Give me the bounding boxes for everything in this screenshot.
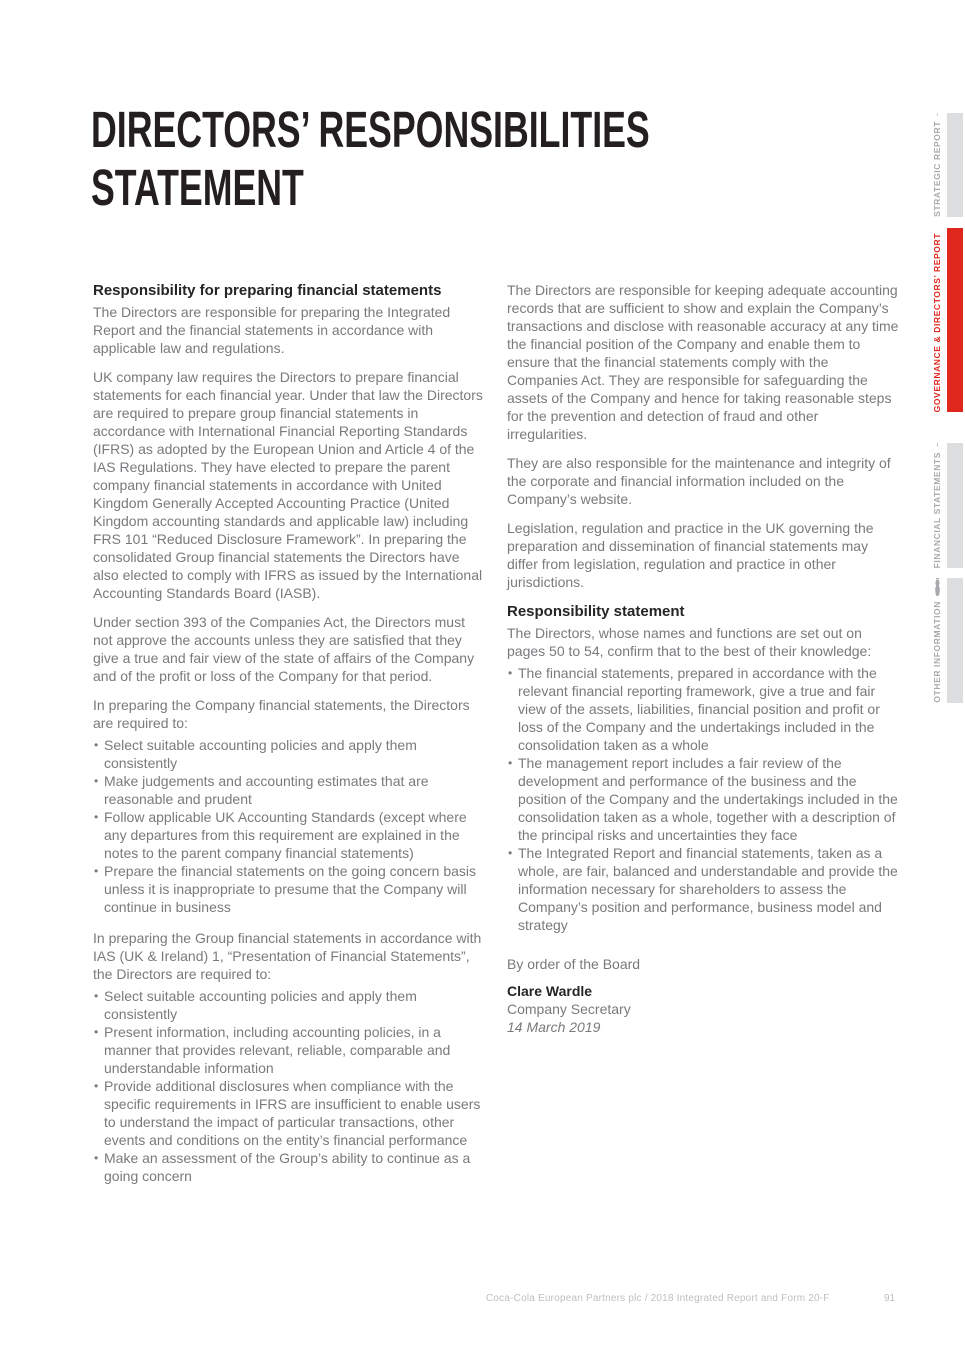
- paragraph: They are also responsible for the maintenance and integrity of the corporate and financial information included on the Company’s website.: [507, 455, 891, 507]
- left-column: [93, 281, 485, 1198]
- tab-label: GOVERNANCE & DIRECTORS’ REPORT: [932, 233, 942, 413]
- list-item: • Prepare the financial statements on the going concern basis unless it is inappropriate to presume that the Company will continue in business: [93, 862, 485, 916]
- bottle-icon: [933, 578, 942, 596]
- tab-bar: [947, 113, 963, 217]
- list-item: • Follow applicable UK Accounting Standards (except where any departures from this requirement are explained in the notes to the parent company financial statements): [93, 808, 485, 862]
- page-title: [91, 101, 889, 217]
- paragraph: UK company law requires the Directors to prepare financial statements for each financial year. Under that law the Directors are required to prepare group financial statements in accordance with International Financial Reporting Standards (IFRS) as adopted by the European Union and Article 4 of the IAS Regulations. They have elected to prepare the parent company financial statements in accordance with United Kingdom Generally Accepted Accounting Practice (United Kingdom accounting standards and applicable law) including FRS 101 “Reduced Disclosure Framework”. In preparing the consolidated Group financial statements the Directors have also elected to comply with IFRS as issued by the International Accounting Standards Board (IASB).: [93, 369, 483, 601]
- paragraph: Legislation, regulation and practice in the UK governing the preparation and dissemination of financial statements may differ from legislation, regulation and practice in other jurisdictions.: [507, 520, 874, 590]
- paragraph: The Directors, whose names and functions are set out on pages 50 to 54, confirm that to the best of their knowledge:: [507, 625, 872, 659]
- list-item: • Provide additional disclosures when compliance with the specific requirements in IFRS are insufficient to enable users to understand the impact of particular transactions, other events and conditions on the entity’s financial performance: [93, 1077, 485, 1149]
- list-item: • Present information, including accounting policies, in a manner that provides relevant, reliable, comparable and understandable information: [93, 1023, 485, 1077]
- bullet-list-company-statements: [93, 736, 485, 916]
- page-title-line1: DIRECTORS’ RESPONSIBILITIES: [91, 101, 650, 158]
- list-item: • Make judgements and accounting estimates that are reasonable and prudent: [93, 772, 485, 808]
- paragraph: In preparing the Group financial statements in accordance with IAS (UK & Ireland) 1, “Presentation of Financial Statements”, the Directors are required to:: [93, 930, 482, 982]
- tab-other-information[interactable]: [919, 578, 963, 703]
- signatory-title: Company Secretary: [507, 1001, 631, 1017]
- tab-bar: [947, 228, 963, 412]
- tab-label: OTHER INFORMATION: [932, 601, 942, 703]
- list-item: • Make an assessment of the Group’s ability to continue as a going concern: [93, 1149, 485, 1185]
- signatory-name: Clare Wardle: [507, 983, 593, 999]
- section-tab-sidebar: [917, 0, 965, 1365]
- tab-label: STRATEGIC REPORT: [932, 121, 942, 217]
- bottle-icon: [933, 113, 942, 116]
- list-item: • The management report includes a fair review of the development and performance of the business and the position of the Company and the undertakings included in the consolidation taken as a whole, together with a description of the principal risks and uncertainties they face: [507, 754, 899, 844]
- page-title-line2: STATEMENT: [91, 159, 304, 216]
- tab-financial-statements[interactable]: [919, 443, 963, 568]
- list-item: • Select suitable accounting policies and apply them consistently: [93, 987, 485, 1023]
- paragraph: The Directors are responsible for keeping adequate accounting records that are sufficient to show and explain the Company’s transactions and disclose with reasonable accuracy at any time the financial position of the Company and enable them to ensure that the financial statements comply with the Companies Act. They are responsible for safeguarding the assets of the Company and hence for taking reasonable steps for the prevention and detection of fraud and other irregularities.: [507, 282, 899, 442]
- bottle-icon: [933, 443, 942, 447]
- section-heading-responsibility-statement: Responsibility statement: [507, 603, 685, 620]
- footer-page-number: 91: [884, 1293, 896, 1304]
- signatory-date: 14 March 2019: [507, 1019, 601, 1035]
- paragraph: In preparing the Company financial statements, the Directors are required to:: [93, 697, 470, 731]
- tab-governance-directors-report[interactable]: [919, 228, 963, 412]
- by-order-text: By order of the Board: [507, 956, 641, 972]
- tab-bar: [947, 443, 963, 568]
- section-heading-preparing: Responsibility for preparing financial statements: [93, 282, 442, 299]
- bullet-list-confirmations: [507, 664, 899, 934]
- paragraph: Under section 393 of the Companies Act, the Directors must not approve the accounts unless they are satisfied that they give a true and fair view of the state of affairs of the Company and of the profit or loss of the Company for that period.: [93, 614, 475, 684]
- list-item: • The Integrated Report and financial statements, taken as a whole, are fair, balanced and understandable and provide the information necessary for shareholders to assess the Company’s position and performance, business model and strategy: [507, 844, 899, 934]
- signature-block: [507, 955, 899, 1036]
- tab-bar: [947, 578, 963, 703]
- tab-strategic-report[interactable]: [919, 113, 963, 217]
- bullet-list-group-statements: [93, 987, 485, 1185]
- right-column: [507, 281, 899, 1198]
- footer-report-title: Coca-Cola European Partners plc / 2018 Integrated Report and Form 20-F: [486, 1293, 830, 1304]
- content-columns: [93, 281, 899, 1198]
- list-item: • The financial statements, prepared in accordance with the relevant financial reporting framework, give a true and fair view of the assets, liabilities, financial position and profit or loss of the Company and the undertakings included in the consolidation taken as a whole: [507, 664, 899, 754]
- tab-label: FINANCIAL STATEMENTS: [932, 451, 942, 568]
- list-item: • Select suitable accounting policies and apply them consistently: [93, 736, 485, 772]
- paragraph: The Directors are responsible for preparing the Integrated Report and the financial statements in accordance with applicable law and regulations.: [93, 304, 451, 356]
